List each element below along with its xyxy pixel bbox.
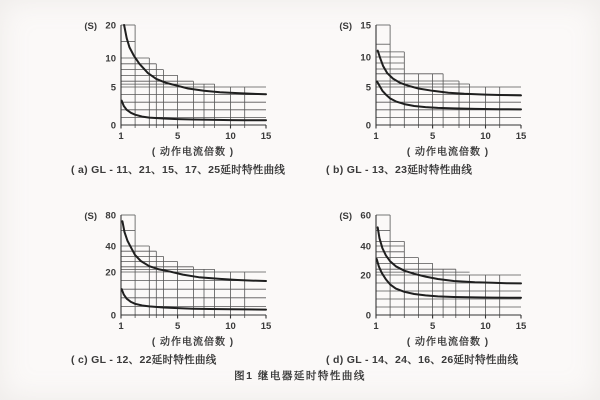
x-axis-label: ( 动作电流倍数 ) (151, 337, 235, 348)
svg-text:40: 40 (360, 241, 371, 253)
svg-text:15: 15 (515, 131, 527, 142)
chart-block-b (310, 8, 560, 193)
chart-block-d (310, 198, 560, 383)
svg-text:1: 1 (118, 321, 124, 332)
svg-text:5: 5 (174, 131, 181, 142)
svg-text:40: 40 (105, 241, 116, 253)
x-axis-label: ( 动作电流倍数 ) (406, 147, 490, 158)
tick-labels (105, 211, 272, 333)
x-axis-label: ( 动作电流倍数 ) (151, 147, 235, 158)
svg-text:10: 10 (480, 321, 491, 332)
svg-text:20: 20 (105, 267, 116, 279)
tolerance-band-grid (376, 25, 521, 128)
svg-text:5: 5 (365, 82, 371, 94)
svg-text:5: 5 (429, 131, 436, 142)
svg-text:80: 80 (105, 210, 116, 222)
svg-text:60: 60 (360, 210, 371, 222)
y-unit-label: (S) (339, 21, 352, 32)
svg-text:1: 1 (373, 131, 379, 142)
chart-c-plot (55, 198, 305, 348)
svg-text:20: 20 (105, 20, 116, 32)
svg-text:10: 10 (480, 131, 491, 142)
svg-text:15: 15 (360, 20, 371, 32)
svg-text:10: 10 (360, 52, 371, 64)
svg-text:15: 15 (260, 321, 272, 332)
svg-text:20: 20 (360, 270, 371, 282)
svg-text:10: 10 (225, 131, 236, 142)
tolerance-band-grid (121, 25, 266, 128)
chart-d-plot (310, 198, 560, 348)
y-unit-label: (S) (84, 211, 97, 222)
tolerance-band-grid (121, 215, 266, 318)
svg-text:0: 0 (110, 310, 116, 322)
axes (376, 25, 521, 129)
chart-block-a (55, 8, 305, 193)
x-axis-label: ( 动作电流倍数 ) (406, 337, 490, 348)
chart-a-plot (55, 8, 305, 158)
chart-caption-a: ( a) GL - 11、21、15、17、25延时特性曲线 (71, 164, 286, 176)
svg-text:5: 5 (110, 82, 116, 94)
y-unit-label: (S) (339, 211, 352, 222)
svg-text:10: 10 (225, 321, 236, 332)
chart-b-plot (310, 8, 560, 158)
svg-text:15: 15 (515, 321, 527, 332)
svg-text:0: 0 (365, 310, 371, 322)
svg-text:5: 5 (429, 321, 436, 332)
svg-text:5: 5 (174, 321, 181, 332)
tick-labels (360, 211, 527, 333)
svg-text:0: 0 (110, 120, 116, 132)
chart-caption-d: ( d) GL - 14、24、16、26延时特性曲线 (326, 354, 519, 366)
svg-text:1: 1 (118, 131, 124, 142)
svg-text:10: 10 (105, 53, 116, 65)
figure-caption: 图1 继电器延时特性曲线 (234, 370, 366, 382)
chart-caption-b: ( b) GL - 13、23延时特性曲线 (326, 164, 473, 176)
y-unit-label: (S) (84, 21, 97, 32)
chart-caption-c: ( c) GL - 12、22延时特性曲线 (71, 354, 217, 366)
svg-text:1: 1 (373, 321, 379, 332)
svg-text:15: 15 (260, 131, 272, 142)
chart-block-c (55, 198, 305, 383)
svg-text:0: 0 (365, 120, 371, 132)
